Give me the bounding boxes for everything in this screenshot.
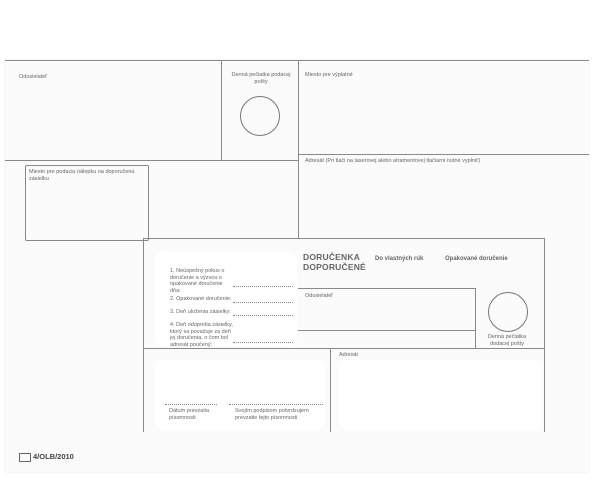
- delivery-stamp-label: Denná pečiatka dodacej pošty: [487, 334, 527, 347]
- form-sender-label: Odosielateľ: [305, 293, 333, 299]
- delivery-form-card: [5, 60, 589, 472]
- top-divider-1: [221, 60, 222, 160]
- date-dots: [165, 404, 217, 405]
- form-code: 4/OLB/2010: [33, 452, 74, 461]
- addressee-label: Adresát: [339, 352, 358, 358]
- item-2-dots: [233, 302, 293, 303]
- delivery-stamp-circle: [488, 292, 528, 332]
- form-right-line: [544, 238, 545, 432]
- form-left-line: [143, 238, 144, 432]
- addressee-panel: [339, 360, 543, 430]
- posting-stamp-circle: [240, 96, 280, 136]
- item-3-dots: [233, 315, 293, 316]
- address-top-line: [298, 154, 589, 155]
- form-sender-line: [298, 288, 476, 289]
- address-label: Adresát (Pri tlači na laserovej alebo atramentovej tlačiarni nutné vyplniť): [305, 158, 481, 164]
- sender-label: Odosielateľ: [19, 74, 47, 80]
- signature-label: Svojím podpisom potvrdzujem prevzatie tejto písomnosti: [235, 408, 309, 421]
- form-middle-line: [143, 348, 544, 349]
- item-2: 2. Opakované doručenie:: [170, 296, 232, 302]
- top-border: [5, 60, 589, 61]
- top-divider-2: [298, 60, 299, 238]
- signature-dots: [229, 404, 323, 405]
- form-title-1: DORUČENKA: [303, 252, 361, 262]
- form-top-line: [143, 238, 544, 239]
- sticker-label: Miesto pre podaciu nálepku na doporučenú zásielku: [29, 169, 135, 182]
- posting-stamp-label: Denná pečiatka podacej pošty: [231, 72, 291, 85]
- form-sig-divider: [330, 348, 331, 432]
- option-own-hands: Do vlastných rúk: [375, 256, 424, 262]
- item-3: 3. Deň uloženia zásielky:: [170, 309, 231, 315]
- form-stamp-divider: [475, 288, 476, 348]
- post-logo-icon: [19, 453, 31, 462]
- item-4: 4. Deň odopretia zásielky, ktorý sa považuje za deň jej doručenia, o čom bol adresát poučený:: [170, 322, 233, 348]
- form-title-2: DOPORUČENÉ: [303, 262, 366, 272]
- top-bottom-line: [5, 160, 298, 161]
- form-sender-bottom: [298, 330, 476, 331]
- date-label: Dátum prevzatia písomnosti: [169, 408, 210, 421]
- postage-label: Miesto pre výplatné: [305, 72, 353, 78]
- item-4-dots: [233, 342, 293, 343]
- item-1: 1. Neúspešný pokus o doručenie a výzvou o opakované doručenie dňa:: [170, 268, 225, 294]
- item-1-dots: [233, 286, 293, 287]
- option-repeat-delivery: Opakované doručenie: [445, 256, 508, 262]
